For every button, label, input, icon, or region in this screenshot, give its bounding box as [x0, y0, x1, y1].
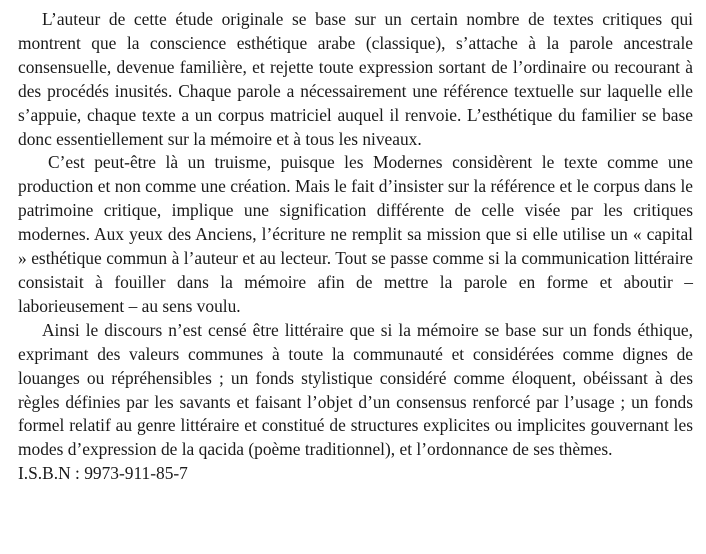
paragraph-discourse: Ainsi le discours n’est censé être littéraire que si la mémoire se base sur un fonds éthique, exprimant des valeurs communes à toute la communauté et considérées comme dignes de louanges ou répréhensibles ; un fonds stylistique considéré comme éloquent, obéissant à des règles définies par les savants et faisant l’objet d’un consensus renforcé par l’usage ; un fonds formel relatif au genre littéraire et constitué de structures explicites ou implicites gouvernant les modes d’expression de la qacida (poème traditionnel), et l’ordonnance de ses thèmes. — [18, 319, 693, 460]
isbn-line: I.S.B.N : 9973-911-85-7 — [18, 463, 188, 484]
paragraph-moderns: C’est peut-être là un truisme, puisque les Modernes considèrent le texte comme une production et non comme une création. Mais le fait d’insister sur la référence et le corpus dans le patrimoine critique, implique une signification différente de celle visée par les critiques modernes. Aux yeux des Anciens, l’écriture ne remplit sa mission que si elle utilise un « capital » esthétique commun à l’auteur et au lecteur. Tout se passe comme si la communication littéraire consistait à fouiller dans la mémoire afin de mettre la parole en forme et aboutir – laborieusement – au sens voulu. — [18, 152, 693, 316]
paragraph-intro: L’auteur de cette étude originale se base sur un certain nombre de textes critiques qui montrent que la conscience esthétique arabe (classique), s’attache à la parole ancestrale consensuelle, devenue familière, et rejette toute expression sortant de l’ordinaire ou recourant à des procédés inusités. Chaque parole a nécessairement une référence textuelle sur laquelle elle s’appuie, chaque texte a un corpus matriciel auquel il renvoie. L’esthétique du familier se base donc essentiellement sur la mémoire et à tous les niveaux. — [18, 9, 693, 149]
document-page — [18, 8, 693, 486]
